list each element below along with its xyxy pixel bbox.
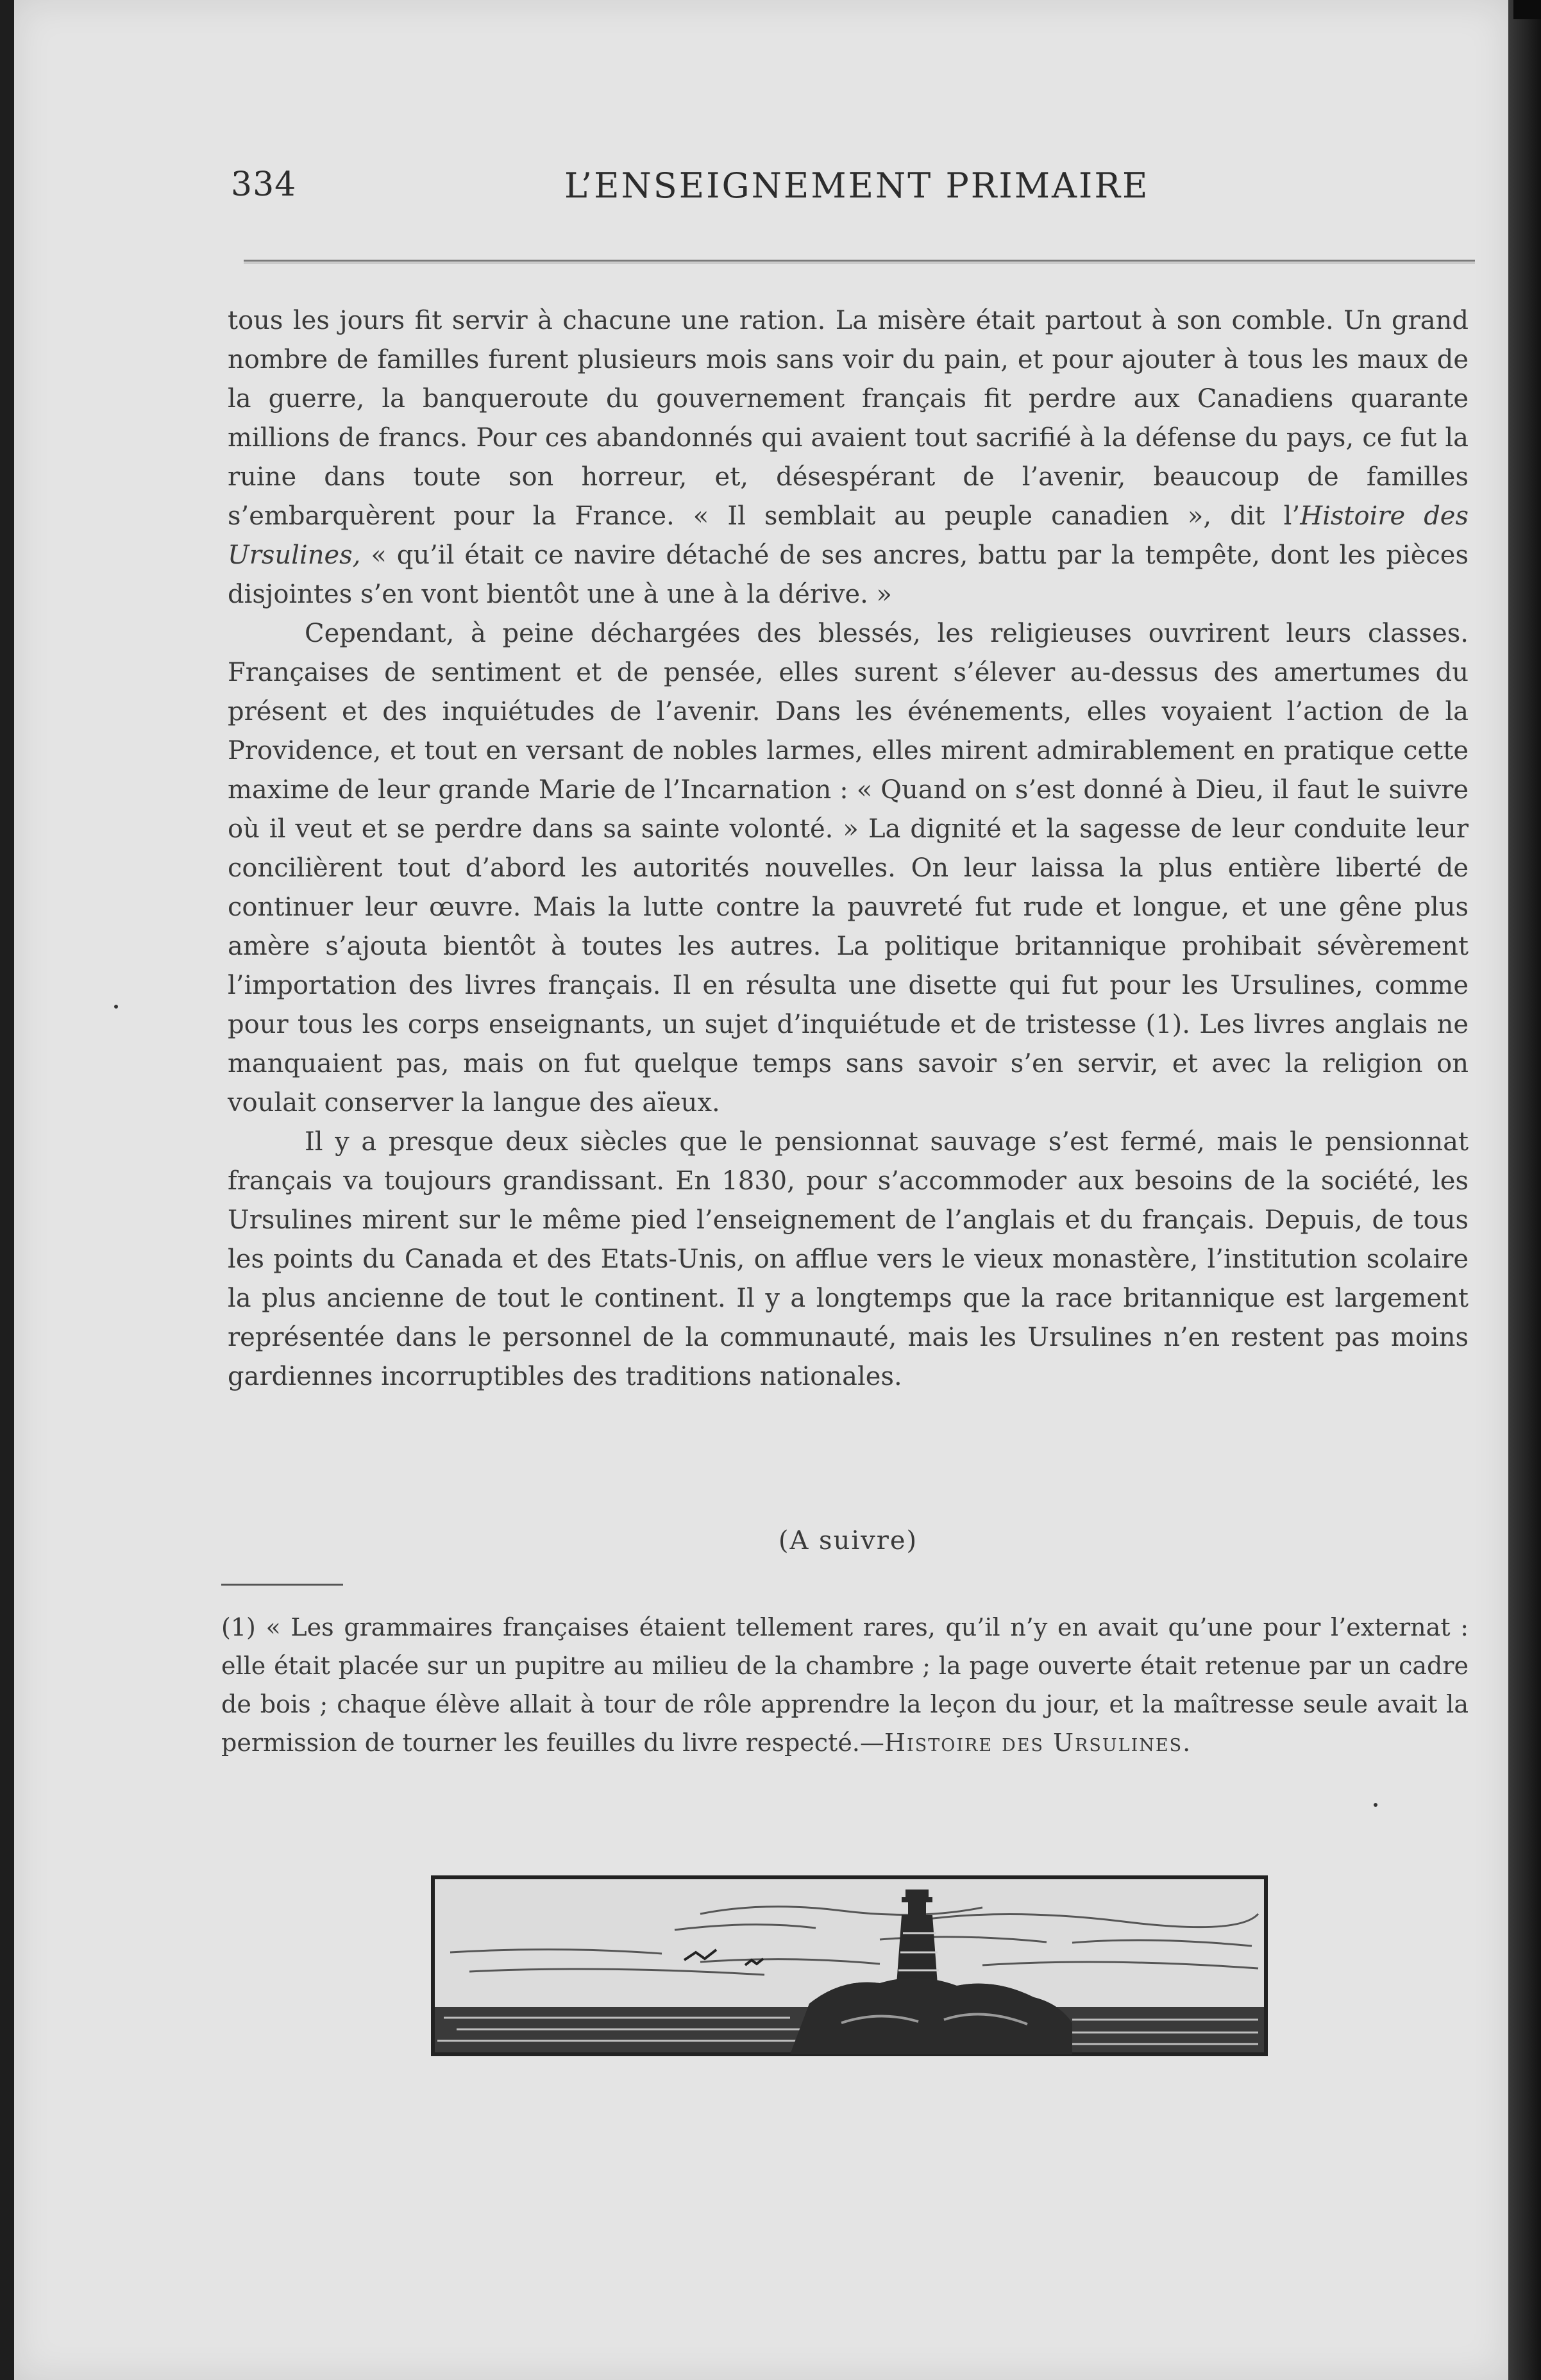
paragraph-3: Il y a presque deux siècles que le pensionnat sauvage s’est fermé, mais le pensionnat français va toujours grandissant. En 1830, pour s’accommoder aux besoins de la société, les Ursulines mirent sur le même pied l’enseignement de l’anglais et du français. Depuis, de tous les points du Canada et des Etats-Unis, on afflue vers le vieux monastère, l’institution scolaire la plus ancienne de tout le continent. Il y a longtemps que la race britannique est largement représentée dans le personnel de la communauté, mais les Ursulines n’en restent pas moins gardiennes incorruptibles des traditions nationales. <box>228 1127 1469 1391</box>
lighthouse-vignette <box>431 1875 1268 2056</box>
page-number: 334 <box>231 165 297 204</box>
book-title-italic: Histoire des Ursulines, <box>228 501 1469 570</box>
book-edge-corner <box>1513 0 1541 19</box>
footnote-text: (1) « Les grammaires françaises étaient tellement rares, qu’il n’y en avait qu’une pour l’externat : elle était placée sur un pupitre au milieu de la chambre ; la page ouverte était retenue par un cadre de bois ; chaque élève allait à tour de rôle apprendre la leçon du jour, et la maîtresse seule avait la permission de tourner les feuilles du livre respecté.— <box>221 1613 1469 1757</box>
paragraph-2: Cependant, à peine déchargées des blessés, les religieuses ouvrirent leurs classes. Françaises de sentiment et de pensée, elles surent s’élever au-dessus des amertumes du présent et des inquiétudes de l’avenir. Dans les événements, elles voyaient l’action de la Providence, et tout en versant de nobles larmes, elles mirent admirablement en pratique cette maxime de leur grande Marie de l’Incarnation : « Quand on s’est donné à Dieu, il faut le suivre où il veut et se perdre dans sa sainte volonté. » La dignité et la sagesse de leur conduite leur concilièrent tout d’abord les autorités nouvelles. On leur laissa la plus entière liberté de continuer leur œuvre. Mais la lutte contre la pauvreté fut rude et longue, et une gêne plus amère s’ajouta bientôt à toutes les autres. La politique britannique prohibait sévèrement l’importation des livres français. Il en résulta une disette qui fut pour les Ursulines, comme pour tous les corps enseignants, un sujet d’inquiétude et de tristesse (1). Les livres anglais ne manquaient pas, mais on fut quelque temps sans savoir s’en servir, et avec la religion on voulait conserver la langue des aïeux. <box>228 619 1469 1118</box>
print-speck <box>114 1005 118 1009</box>
paragraph-1-text: tous les jours fit servir à chacune une ration. La misère était partout à son comble. Un grand nombre de familles furent plusieurs mois sans voir du pain, et pour ajouter à tous les maux de la guerre, la banqueroute du gouvernement français fit perdre aux Canadiens quarante millions de francs. Pour ces abandonnés qui avaient tout sacrifié à la défense du pays, ce fut la ruine dans toute son horreur, et, désespérant de l’avenir, beaucoup de familles s’embarquèrent pour la France. « Il semblait au peuple canadien », dit l’ <box>228 306 1469 531</box>
footnote-rule <box>221 1584 343 1586</box>
paragraph-1-end: « qu’il était ce navire détaché de ses ancres, battu par la tempête, dont les pièces disjointes s’en vont bientôt une à une à la dérive. » <box>228 541 1469 609</box>
to-be-continued: (A suivre) <box>778 1526 918 1555</box>
running-title: L’ENSEIGNEMENT PRIMAIRE <box>564 165 1150 206</box>
footnote <box>221 1608 1469 1762</box>
footnote-source: Histoire des Ursulines. <box>884 1729 1192 1757</box>
book-edge <box>1508 0 1541 2380</box>
print-speck <box>1374 1803 1377 1807</box>
paragraph-1 <box>228 301 1469 614</box>
body-text <box>228 301 1469 1396</box>
header-rule <box>244 260 1475 262</box>
page-header <box>231 165 1462 210</box>
